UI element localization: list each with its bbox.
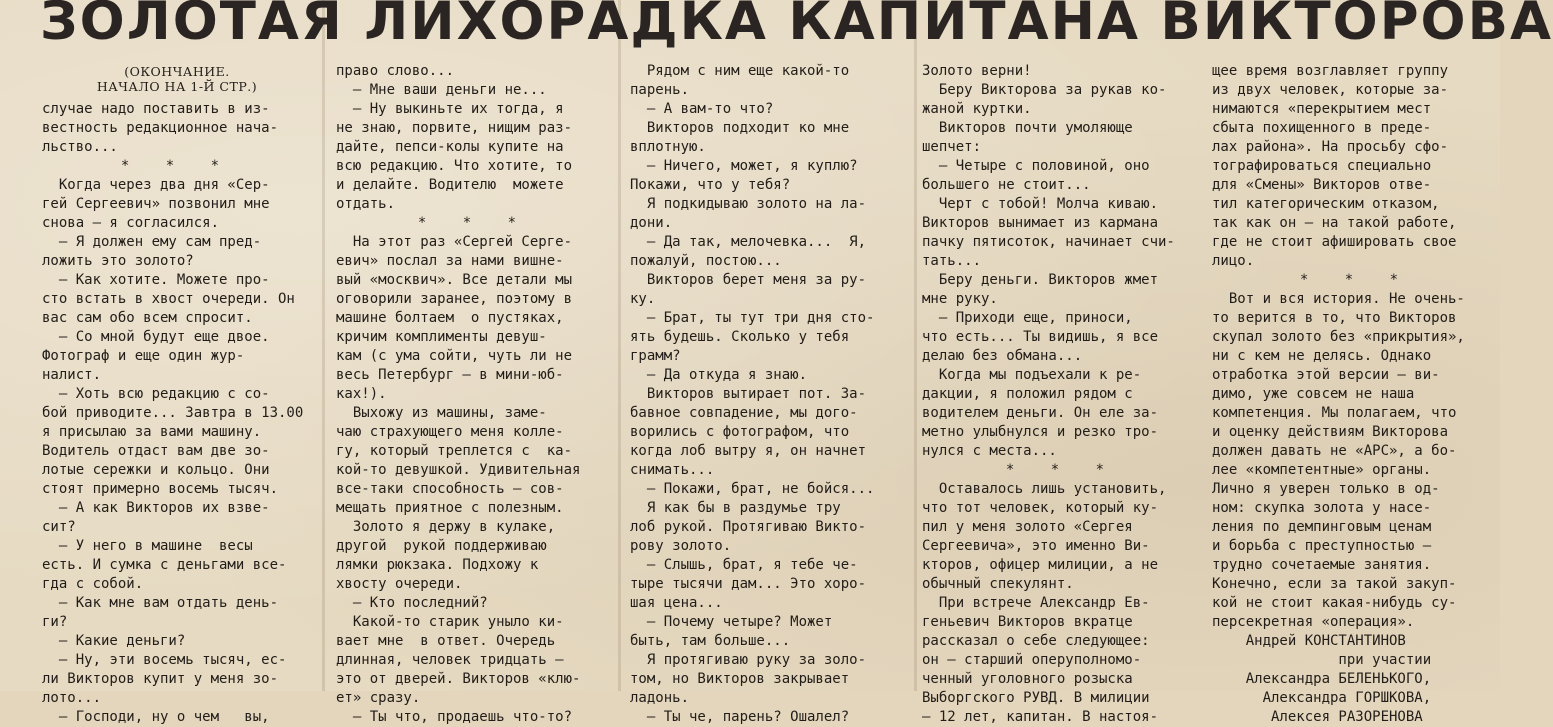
section-divider: * * * (1005, 462, 1119, 478)
article-text-line: Александра БЕЛЕНЬКОГО, (1212, 671, 1432, 687)
article-text-line: из двух человек, которые за- (1212, 82, 1449, 98)
article-text-line: чаю страхующего меня колле- (336, 424, 564, 440)
article-text-line: ченный уголовного розыска (922, 671, 1133, 687)
article-text-line: нимаются «перекрытием мест (1212, 101, 1432, 117)
article-text-line: пачку пятисоток, начинает счи- (922, 234, 1175, 250)
article-text-line: не знаю, порвите, нищим раз- (336, 120, 573, 136)
article-text-line: метно улыбнулся и резко тро- (922, 424, 1159, 440)
article-text-line: Я как бы в раздумье тру (630, 500, 841, 516)
article-text-line: при участии (1212, 652, 1432, 668)
article-text-line: — Брат, ты тут три дня сто- (630, 310, 875, 326)
column-lines (1212, 62, 1500, 727)
article-text-line: все-таки способность — сов- (336, 481, 564, 497)
article-text-line: — Да откуда я знаю. (630, 367, 808, 383)
column-fold (914, 0, 917, 691)
column-lines (630, 62, 912, 727)
article-text-line: случае надо поставить в из- (42, 101, 270, 117)
article-text-line: На этот раз «Сергей Серге- (336, 234, 573, 250)
article-text-line: компетенция. Мы полагаем, что (1212, 405, 1457, 421)
article-text-line: Александра ГОРШКОВА, (1212, 690, 1432, 706)
article-text-line: вестность редакционное нача- (42, 120, 279, 136)
article-text-line: вплотную. (630, 139, 706, 155)
article-text-line: ладонь. (630, 690, 690, 706)
article-text-line: когда лоб вытру я, он начнет (630, 443, 867, 459)
article-text-line: мещать приятное с полезным. (336, 500, 564, 516)
article-text-line: — Я должен ему сам пред- (42, 234, 262, 250)
article-text-line: — Ты че, парень? Ошалел? (630, 709, 850, 725)
article-text-line: сит? (42, 519, 76, 535)
article-text-line: — Слышь, брат, я тебе че- (630, 557, 858, 573)
article-text-line: снова — я согласился. (42, 215, 220, 231)
article-text-line: ложить это золото? (42, 253, 194, 269)
column-lines (42, 100, 312, 727)
article-text-line: — Почему четыре? Может (630, 614, 833, 630)
article-text-line: обычный спекулянт. (922, 576, 1074, 592)
article-text-line: делаю без обмана... (922, 348, 1083, 364)
article-column-1 (42, 62, 312, 725)
article-text-line: бавное совпадение, мы дого- (630, 405, 858, 421)
article-text-line: — Приходи еще, приноси, (922, 310, 1133, 326)
article-text-line: Викторов берет меня за ру- (630, 272, 867, 288)
article-text-line: вает мне в ответ. Очередь (336, 633, 556, 649)
article-text-line: Викторов вытирает пот. За- (630, 386, 867, 402)
article-text-line: шепчет: (922, 139, 982, 155)
article-text-line: ворились с фотографом, что (630, 424, 850, 440)
column-fold (618, 0, 621, 691)
article-text-line: трудно сочетаемые занятия. (1212, 557, 1432, 573)
article-text-line: — Да так, мелочевка... Я, (630, 234, 867, 250)
section-divider: * * * (1299, 272, 1413, 288)
article-text-line: — Хоть всю редакцию с со- (42, 386, 270, 402)
article-text-line: скупал золото без «прикрытия», (1212, 329, 1465, 345)
article-text-line: рассказал о себе следующее: (922, 633, 1150, 649)
article-text-line: лицо. (1212, 253, 1255, 269)
article-text-line: гей Сергеевич» позвонил мне (42, 196, 270, 212)
article-text-line: Конечно, если за такой закуп- (1212, 576, 1457, 592)
article-text-line: длинная, человек тридцать — (336, 652, 564, 668)
article-text-line: Покажи, что у тебя? (630, 177, 791, 193)
article-text-line: — 12 лет, капитан. В настоя- (922, 709, 1159, 725)
article-text-line: лото... (42, 690, 102, 706)
article-text-line: — Какие деньги? (42, 633, 186, 649)
article-text-line: что есть... Ты видишь, я все (922, 329, 1159, 345)
article-text-line: это от дверей. Викторов «клю- (336, 671, 581, 687)
article-text-line: — Покажи, брат, не бойся... (630, 481, 875, 497)
article-text-line: стоят примерно восемь тысяч. (42, 481, 279, 497)
article-text-line: лах района». На просьбу сфо- (1212, 139, 1449, 155)
article-text-line: отдать. (336, 196, 396, 212)
article-text-line: сбыта похищенного в преде- (1212, 120, 1432, 136)
article-text-line: — Четыре с половиной, оно (922, 158, 1150, 174)
article-text-line: — Кто последний? (336, 595, 488, 611)
article-text-line: большего не стоит... (922, 177, 1091, 193)
article-text-line: Рядом с ним еще какой-то (630, 63, 850, 79)
article-text-line: тил категорическим отказом, (1212, 196, 1440, 212)
article-text-line: Выхожу из машины, заме- (336, 405, 547, 421)
column-fold (322, 0, 325, 691)
article-text-line: Водитель отдаст вам две зо- (42, 443, 270, 459)
article-text-line: Лично я уверен только в од- (1212, 481, 1440, 497)
article-text-line: дони. (630, 215, 673, 231)
article-text-line: жаной куртки. (922, 101, 1032, 117)
article-text-line: щее время возглавляет группу (1212, 63, 1449, 79)
article-text-line: При встрече Александр Ев- (922, 595, 1150, 611)
article-text-line: геньевич Викторов вкратце (922, 614, 1133, 630)
article-text-line: ять будешь. Сколько у тебя (630, 329, 850, 345)
article-text-line: сто встать в хвост очереди. Он (42, 291, 295, 307)
article-text-line: дайте, пепси-колы купите на (336, 139, 564, 155)
article-text-line: парень. (630, 82, 690, 98)
article-text-line: водителем деньги. Он еле за- (922, 405, 1159, 421)
article-text-line: Оставалось лишь установить, (922, 481, 1167, 497)
article-text-line: весь Петербург — в мини-юб- (336, 367, 564, 383)
article-text-line: ления по демпинговым ценам (1212, 519, 1432, 535)
article-text-line: Когда мы подъехали к ре- (922, 367, 1142, 383)
article-text-line: гу, который треплется с ка- (336, 443, 573, 459)
article-text-line: Беру деньги. Викторов жмет (922, 272, 1159, 288)
article-text-line: грамм? (630, 348, 681, 364)
article-text-line: кторов, офицер милиции, а не (922, 557, 1159, 573)
article-text-line: и борьба с преступностью — (1212, 538, 1432, 554)
article-text-line: пил у меня золото «Сергея (922, 519, 1133, 535)
article-text-line: то верится в то, что Викторов (1212, 310, 1457, 326)
article-text-line: Фотограф и еще один жур- (42, 348, 245, 364)
article-text-line: вас сам обо всем спросит. (42, 310, 253, 326)
article-text-line: так как он — на такой работе, (1212, 215, 1457, 231)
article-text-line: — Ну, эти восемь тысяч, ес- (42, 652, 287, 668)
article-text-line: ет» сразу. (336, 690, 421, 706)
article-text-line: хвосту очереди. (336, 576, 463, 592)
article-text-line: Вот и вся история. Не очень- (1212, 291, 1465, 307)
article-text-line: кричим комплименты девуш- (336, 329, 547, 345)
article-text-line: оговорили заранее, поэтому в (336, 291, 573, 307)
article-text-line: что тот человек, который ку- (922, 500, 1159, 516)
article-text-line: налист. (42, 367, 102, 383)
article-text-line: Викторов почти умоляюще (922, 120, 1133, 136)
article-column-4 (922, 62, 1202, 725)
article-text-line: быть, там больше... (630, 633, 791, 649)
article-text-line: — Со мной будут еще двое. (42, 329, 270, 345)
article-text-line: есть. И сумка с деньгами все- (42, 557, 287, 573)
article-text-line: нулся с места... (922, 443, 1057, 459)
article-text-line: лотые сережки и кольцо. Они (42, 462, 270, 478)
article-text-line: право слово... (336, 63, 455, 79)
article-text-line: снимать... (630, 462, 715, 478)
article-text-line: кам (с ума сойти, чуть ли не (336, 348, 573, 364)
article-text-line: лямки рюкзака. Подхожу к (336, 557, 539, 573)
section-divider: * * * (417, 215, 531, 231)
article-text-line: Какой-то старик уныло ки- (336, 614, 564, 630)
article-text-line: ги? (42, 614, 68, 630)
article-text-line: — Ну выкиньте их тогда, я (336, 101, 564, 117)
article-text-line: Золото верни! (922, 63, 1032, 79)
article-text-line: Викторов подходит ко мне (630, 120, 850, 136)
article-text-line: где не стоит афишировать свое (1212, 234, 1457, 250)
article-text-line: всю редакцию. Что хотите, то (336, 158, 573, 174)
article-headline: ЗОЛОТАЯ ЛИХОРАДКА КАПИТАНА ВИКТОРОВА (40, 0, 1553, 52)
article-text-line: лоб рукой. Протягиваю Викто- (630, 519, 867, 535)
continuation-note (42, 64, 312, 94)
section-divider: * * * (120, 158, 234, 174)
article-text-line: Андрей КОНСТАНТИНОВ (1212, 633, 1406, 649)
article-column-3 (630, 62, 912, 725)
article-text-line: пожалуй, постою... (630, 253, 782, 269)
article-text-line: — Как хотите. Можете про- (42, 272, 270, 288)
article-text-line: дакции, я положил рядом с (922, 386, 1133, 402)
article-text-line: том, но Викторов закрывает (630, 671, 850, 687)
article-column-2 (336, 62, 612, 725)
article-text-line: Беру Викторова за рукав ко- (922, 82, 1167, 98)
article-text-line: бой приводите... Завтра в 13.00 (42, 405, 304, 421)
article-text-line: Черт с тобой! Молча киваю. (922, 196, 1159, 212)
article-text-line: — Господи, ну о чем вы, (42, 709, 270, 725)
article-text-line: льство... (42, 139, 118, 155)
article-text-line: персекретная «операция». (1212, 614, 1415, 630)
article-text-line: для «Смены» Викторов отве- (1212, 177, 1432, 193)
column-lines (922, 62, 1202, 727)
article-text-line: — Мне ваши деньги не... (336, 82, 547, 98)
article-column-5 (1212, 62, 1500, 725)
article-text-line: и делайте. Водителю можете (336, 177, 564, 193)
article-text-line: Когда через два дня «Сер- (42, 177, 270, 193)
article-text-line: — У него в машине весы (42, 538, 253, 554)
article-text-line: ках!). (336, 386, 387, 402)
article-text-line: тать... (922, 253, 982, 269)
article-text-line: димо, уже совсем не наша (1212, 386, 1415, 402)
article-text-line: ку. (630, 291, 656, 307)
article-text-line: — А вам-то что? (630, 101, 774, 117)
article-text-line: — Ты что, продаешь что-то? (336, 709, 573, 725)
article-text-line: ни с кем не делясь. Однако (1212, 348, 1432, 364)
article-text-line: евич» послал за нами вишне- (336, 253, 564, 269)
article-text-line: тыре тысячи дам... Это хоро- (630, 576, 867, 592)
article-text-line: Я протягиваю руку за золо- (630, 652, 867, 668)
article-text-line: тографироваться специально (1212, 158, 1432, 174)
article-text-line: Алексея РАЗОРЕНОВА (1212, 709, 1423, 725)
continuation-line: НАЧАЛО НА 1-Й СТР.) (96, 79, 258, 94)
article-text-line: ном: скупка золота у насе- (1212, 500, 1432, 516)
article-text-line: — Как мне вам отдать день- (42, 595, 279, 611)
article-text-line: Золото я держу в кулаке, (336, 519, 556, 535)
article-text-line: кой-то девушкой. Удивительная (336, 462, 581, 478)
article-text-line: мне руку. (922, 291, 998, 307)
article-text-line: он — старший оперуполномо- (922, 652, 1142, 668)
article-text-line: рову золото. (630, 538, 732, 554)
article-text-line: ли Викторов купит у меня зо- (42, 671, 279, 687)
article-text-line: — Ничего, может, я куплю? (630, 158, 858, 174)
article-text-line: вый «москвич». Все детали мы (336, 272, 573, 288)
article-text-line: шая цена... (630, 595, 723, 611)
article-text-line: отработка этой версии — ви- (1212, 367, 1440, 383)
article-text-line: — А как Викторов их взве- (42, 500, 270, 516)
column-lines (336, 62, 612, 727)
article-text-line: я присылаю за вами машину. (42, 424, 262, 440)
article-text-line: лее «компетентные» органы. (1212, 462, 1432, 478)
article-text-line: машине болтаем о пустяках, (336, 310, 564, 326)
article-text-line: Выборгского РУВД. В милиции (922, 690, 1150, 706)
article-text-line: Сергеевича», это именно Ви- (922, 538, 1150, 554)
article-text-line: гда с собой. (42, 576, 144, 592)
continuation-line: (ОКОНЧАНИЕ. (124, 64, 230, 79)
article-text-line: Я подкидываю золото на ла- (630, 196, 867, 212)
article-text-line: кой не стоит какая-нибудь су- (1212, 595, 1457, 611)
article-text-line: другой рукой поддерживаю (336, 538, 547, 554)
article-text-line: и оценку действиям Викторова (1212, 424, 1449, 440)
article-text-line: Викторов вынимает из кармана (922, 215, 1159, 231)
article-text-line: должен давать не «АРС», а бо- (1212, 443, 1457, 459)
